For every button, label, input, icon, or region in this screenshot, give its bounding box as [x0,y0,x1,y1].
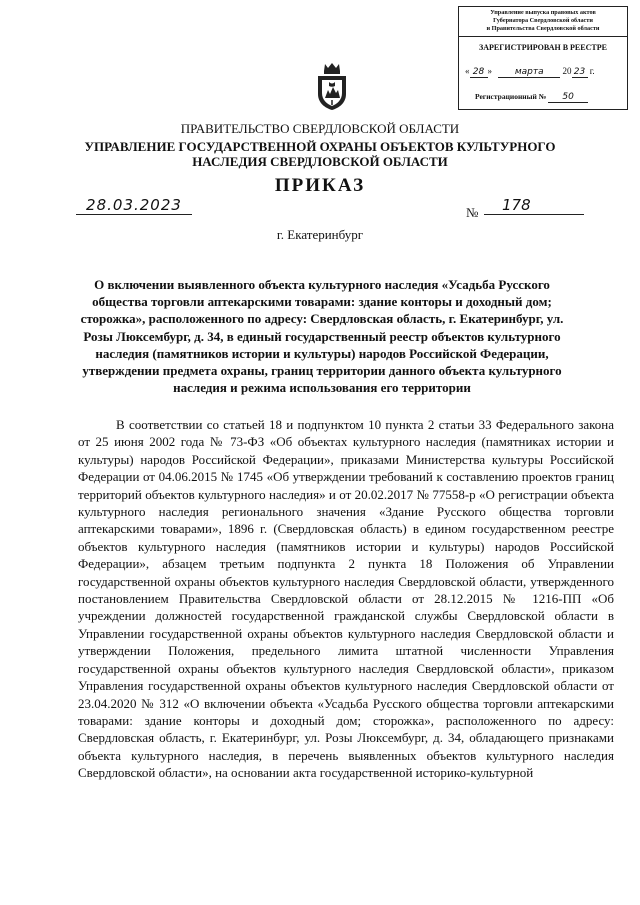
stamp-date-month: марта [498,67,560,78]
registry-stamp [458,6,628,110]
sverdlovsk-coat-of-arms-icon [313,60,351,112]
stamp-date-close-quote: » [487,66,492,76]
document-number: 178 [484,196,584,215]
stamp-date [459,66,627,78]
document-number-label: № [466,205,479,220]
document-title: О включении выявленного объекта культурного наследия «Усадьба Русского общества торговли аптекарскими товарами: здание конторы и доходный дом; сторожка», расположенного по адресу: Свердловская область, г. Екатеринбург, ул. Розы Люксембург, д. 34, в единый государственный реестр объектов культурного наследия (памятников истории и культуры) народов Российской Федерации, утверждении предмета охраны, границ территории данного объекта культурного наследия и режима использования его территории [80,277,564,396]
stamp-registered-label: ЗАРЕГИСТРИРОВАН В РЕЕСТРЕ [479,43,607,52]
document-body-paragraph: В соответствии со статьей 18 и подпунктом 10 пункта 2 статьи 33 Федерального закона от 25 июня 2002 года № 73-ФЗ «Об объектах культурного наследия (памятниках истории и культуры) народов Российской Федерации», приказами Министерства культуры Российской Федерации от 04.06.2015 № 1745 «Об утверждении требований к составлению проектов границ территорий объектов культурного наследия» и от 20.02.2017 № 77558-р «О регистрации объекта культурного наследия регионального значения «Здание Русского общества торговли аптекарскими товарами», 1896 г. (Свердловская область) в едином государственном реестре объектов культурного наследия (памятников истории и культуры) народов Российской Федерации», абзацем третьим подпункта 2 пункта 18 Положения об Управлении государственной охраны объектов культурного наследия Свердловской области, утвержденного постановлением Правительства Свердловской области от 28.12.2015 № 1216-ПП «Об учреждении должностей государственной гражданской службы Свердловской области в Управлении государственной охраны объектов культурного наследия Свердловской области и утверждении Положения, предельного лимита штатной численности Управления государственной охраны объектов культурного наследия Свердловской области», приказом Управления государственной охраны объектов культурного наследия Свердловской области от 23.04.2020 № 312 «О включении объекта «Усадьба Русского общества торговли аптекарскими товарами: здание конторы и доходный дом; сторожка», расположенного по адресу: Свердловская область, г. Екатеринбург, ул. Розы Люксембург, д. 34, обладающего признаками объекта культурного наследия, в перечень выявленных объектов культурного наследия Свердловской области», на основании акта государственной историко-культурной [78,417,614,781]
document-date: 28.03.2023 [76,196,192,215]
stamp-reg-number-label: Регистрационный № [475,92,547,101]
document-type: ПРИКАЗ [274,175,366,196]
department-name: УПРАВЛЕНИЕ ГОСУДАРСТВЕННОЙ ОХРАНЫ ОБЪЕКТОВ КУЛЬТУРНОГО НАСЛЕДИЯ СВЕРДЛОВСКОЙ ОБЛАСТИ [84,139,556,169]
government-name: ПРАВИТЕЛЬСТВО СВЕРДЛОВСКОЙ ОБЛАСТИ [180,121,460,136]
stamp-date-year-suffix: 23 [572,67,588,78]
stamp-date-year-unit: г. [589,66,595,76]
stamp-header [459,7,627,37]
stamp-date-year-prefix: 20 [562,66,572,76]
stamp-reg-number [459,92,627,103]
document-city: г. Екатеринбург [276,227,364,242]
stamp-header-line: Управление выпуска правовых актов [490,9,596,16]
stamp-header-line: и Правительства Свердловской области [486,25,600,32]
stamp-reg-number-value: 50 [548,92,588,103]
stamp-date-open-quote: « [465,66,470,76]
stamp-date-day: 28 [470,67,488,78]
stamp-header-line: Губернатора Свердловской области [493,17,593,24]
